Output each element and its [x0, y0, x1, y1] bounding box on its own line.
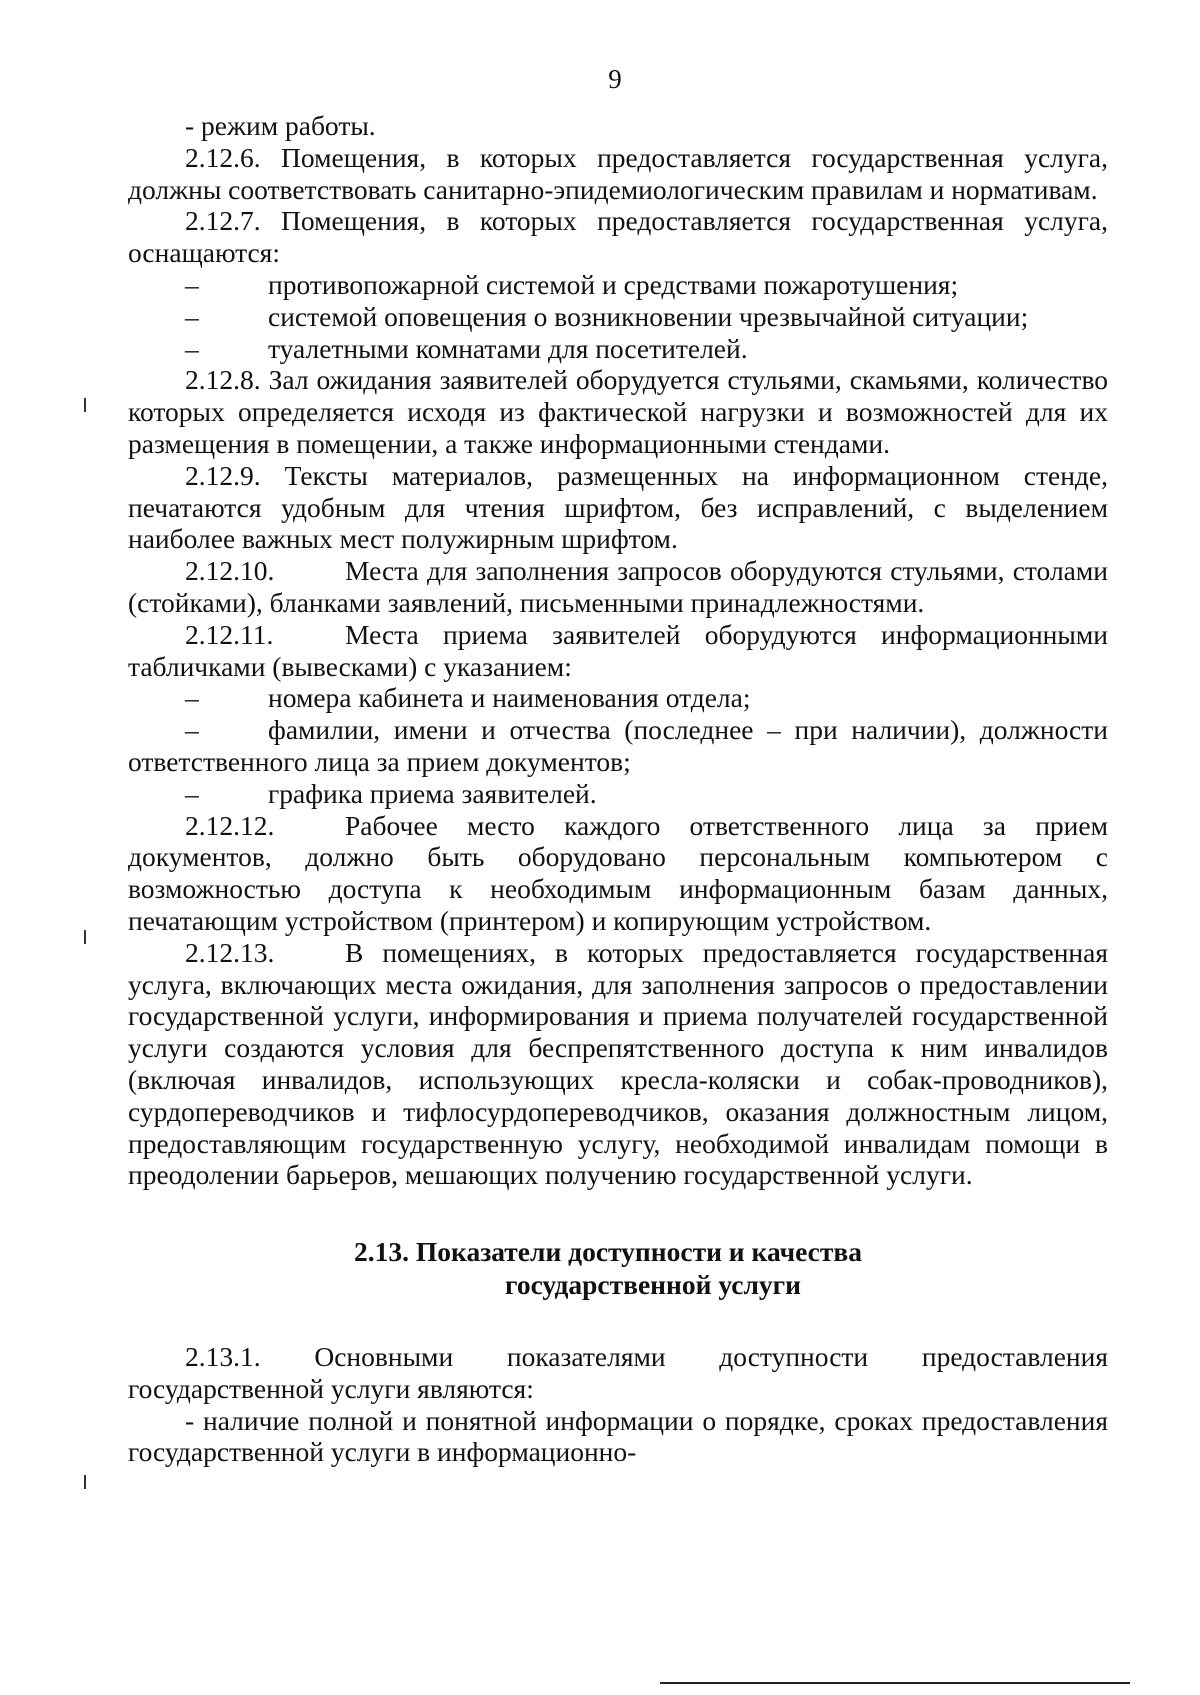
list-item	[128, 333, 1108, 365]
section-heading-line-2: государственной услуги	[505, 1269, 801, 1301]
paragraph-2-13-1: 2.13.1. Основными показателями доступности предоставления государственной услуги являются:	[128, 1341, 1108, 1404]
paragraph-2-12-9: 2.12.9. Тексты материалов, размещенных на информационном стенде, печатаются удобным для чтения шрифтом, без исправлений, с выделением наиболее важных мест полужирным шрифтом.	[128, 459, 1108, 555]
list-item	[128, 301, 1108, 333]
paragraph-2-12-12	[128, 810, 1108, 937]
dash-marker: –	[185, 268, 199, 300]
clause-text: Места приема заявителей оборудуются информационными табличками (вывесками) с указанием:	[128, 618, 1108, 682]
scan-margin-mark	[84, 1475, 86, 1489]
list-item	[128, 269, 1108, 301]
document-body	[128, 110, 1108, 1468]
list-item	[128, 778, 1108, 810]
clause-text: Места для заполнения запросов оборудуются стульями, столами (стойками), бланками заявлений, письменными принадлежностями.	[128, 555, 1108, 618]
footer-rule	[660, 1682, 1130, 1684]
list-item-text: туалетными комнатами для посетителей.	[268, 332, 748, 364]
list-item-text: противопожарной системой и средствами пожаротушения;	[268, 268, 959, 300]
dash-marker: –	[185, 777, 199, 809]
paragraph-2-12-6: 2.12.6. Помещения, в которых предоставляется государственная услуга, должны соответствовать санитарно-эпидемиологическим правилам и нормативам.	[128, 141, 1108, 205]
list-item-text: системой оповещения о возникновении чрезвычайной ситуации;	[268, 300, 1029, 332]
clause-text: Рабочее место каждого ответственного лица за прием документов, должно быть оборудовано персональным компьютером с возможностью доступа к необходимым информационным базам данных, печатающим устройством (принтером) и копирующим устройством.	[128, 809, 1108, 936]
section-heading-line-1: 2.13. Показатели доступности и качества	[354, 1236, 862, 1268]
list-item-text: фамилии, имени и отчества (последнее – при наличии), должности ответственного лица за прием документов;	[128, 714, 1108, 777]
paragraph-2-12-13	[128, 937, 1108, 1191]
scan-margin-mark	[84, 398, 86, 412]
paragraph-2-12-11	[128, 619, 1108, 683]
clause-number: 2.12.13.	[185, 936, 275, 968]
clause-number: 2.12.10.	[185, 555, 275, 587]
page-number: 9	[608, 64, 622, 94]
paragraph-availability-info: - наличие полной и понятной информации о порядке, сроках предоставления государственной услуги в информационно-	[128, 1404, 1108, 1468]
clause-number: 2.12.12.	[185, 809, 275, 841]
paragraph-2-12-8: 2.12.8. Зал ожидания заявителей оборудуется стульями, скамьями, количество которых определяется исходя из фактической нагрузки и возможностей для их размещения в помещении, а также информационными стендами.	[128, 364, 1108, 459]
list-item	[128, 714, 1108, 778]
dash-marker: –	[185, 682, 199, 714]
section-heading	[128, 1235, 1108, 1301]
clause-number: 2.12.11.	[185, 618, 274, 650]
clause-text: В помещениях, в которых предоставляется государственная услуга, включающих места ожидания, для заполнения запросов о предоставлении государственной услуги, информирования и приема получателей государственной услуги создаются условия для беспрепятственного доступа к ним инвалидов (включая инвалидов, использующих кресла-коляски и собак-проводников), сурдопереводчиков и тифлосурдопереводчиков, оказания должностным лицом, предоставляющим государственную услугу, необходимой инвалидам помощи в преодолении барьеров, мешающих получению государственной услуги.	[128, 936, 1108, 1191]
paragraph-2-12-10	[128, 555, 1108, 619]
paragraph-work-mode: - режим работы.	[185, 110, 376, 141]
dash-marker: –	[185, 300, 199, 332]
dash-marker: –	[185, 714, 199, 746]
paragraph-2-12-7: 2.12.7. Помещения, в которых предоставляется государственная услуга, оснащаются:	[128, 205, 1108, 269]
list-item	[128, 682, 1108, 714]
list-item-text: графика приема заявителей.	[268, 777, 597, 809]
dash-marker: –	[185, 332, 199, 364]
scan-margin-mark	[84, 930, 86, 944]
list-item-text: номера кабинета и наименования отдела;	[268, 682, 751, 714]
